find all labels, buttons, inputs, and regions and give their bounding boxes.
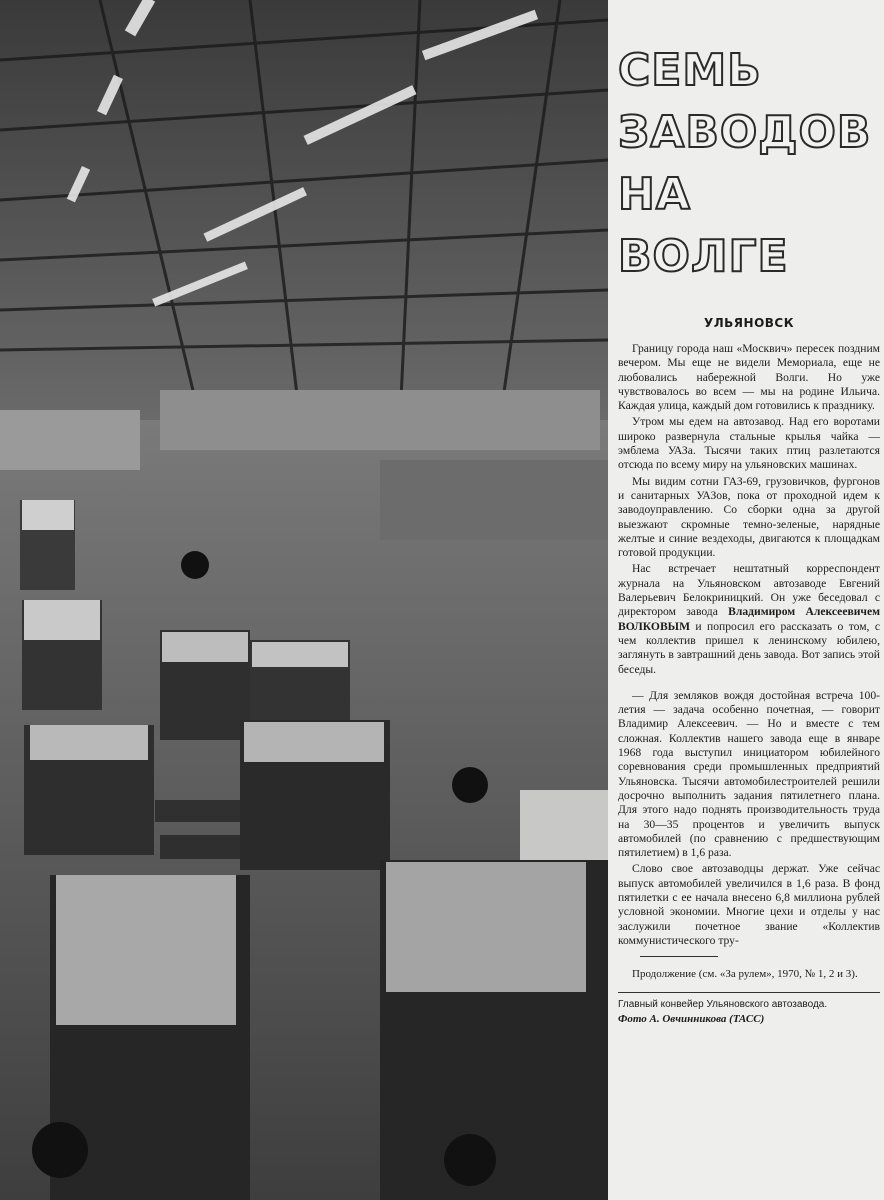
paragraph-text: и попросил его рассказать о том, с чем коллектив пришел к ленинскому юбилею, заглянуть в завтрашний день завода. Вот запись этой беседы. bbox=[618, 619, 880, 676]
paragraph: — Для земляков вождя достойная встреча 100-летия — задача особенно почетная, — говорит Владимир Алексеевич. — Но и вместе с тем сложная. Коллектив нашего завода еще в январе 1968 года выступил инициатором юбилейного соревнования среди промышленных предприятий Ульяновска. Тысячи автомобилестроителей решили досрочно выполнить задания пятилетнего плана. Для этого надо поднять производительность труда на 30—35 процентов и увеличить выпуск автомобилей (по сравнению с предшествующим пятилетием) в 1,6 раза. bbox=[618, 688, 880, 860]
continuation-note: Продолжение (см. «За рулем», 1970, № 1, 2 и 3). bbox=[632, 968, 858, 981]
article-column bbox=[618, 40, 880, 1025]
spacer bbox=[618, 677, 880, 689]
divider bbox=[618, 992, 880, 993]
title-line: СЕМЬ bbox=[618, 45, 762, 96]
title-line: НА bbox=[618, 169, 691, 220]
paragraph: Утром мы едем на автозавод. Над его воротами широко развернула стальные крылья чайка — эмблема УАЗа. Тысячи таких птиц разлетаются отсюда по всему миру на ульяновских машинах. bbox=[618, 415, 880, 472]
divider bbox=[640, 956, 718, 957]
paragraph: Границу города наш «Москвич» пересек поздним вечером. Мы еще не видели Мемориала, еще не любовались набережной Волги. Но уже чувствовалось во всем — мы на родине Ильича. Каждая улица, каждый дом готовились к празднику. bbox=[618, 342, 880, 413]
photo-credit: Фото А. Овчинникова (ТАСС) bbox=[618, 1013, 765, 1026]
title-line: ВОЛГЕ bbox=[618, 231, 789, 282]
director-name: Владимиром Алексеевичем ВОЛКОВЫМ bbox=[618, 605, 880, 633]
city-heading: УЛЬЯНОВСК bbox=[703, 316, 795, 330]
paragraph-text: Нас встречает нештатный корреспондент журнала на Ульяновском автозаводе Евгений Валерьевич Белокриницкий. Он уже беседовал с директором завода bbox=[618, 562, 880, 619]
paragraph: Мы видим сотни ГАЗ-69, грузовичков, фургонов и санитарных УАЗов, пока от проходной идем к заводоуправлению. Со сборки одна за другой выезжают скромные темно-зеленые, нарядные желтые и синие вездеходы, двигаются к площадкам готовой продукции. bbox=[618, 474, 880, 560]
paragraph: Слово свое автозаводцы держат. Уже сейчас выпуск автомобилей увеличился в 1,6 раза. В фонд пятилетки с ее начала внесено 6,8 миллиона рублей условной экономии. Многие цехи и отделы у нас заслужили почетное звание «Коллектив коммунистического тру- bbox=[618, 862, 880, 947]
article-title bbox=[618, 40, 880, 288]
photo-caption: Главный конвейер Ульяновского автозавода. bbox=[618, 999, 828, 1011]
paragraph-with-name bbox=[618, 562, 880, 676]
title-line: ЗАВОДОВ bbox=[618, 107, 872, 158]
